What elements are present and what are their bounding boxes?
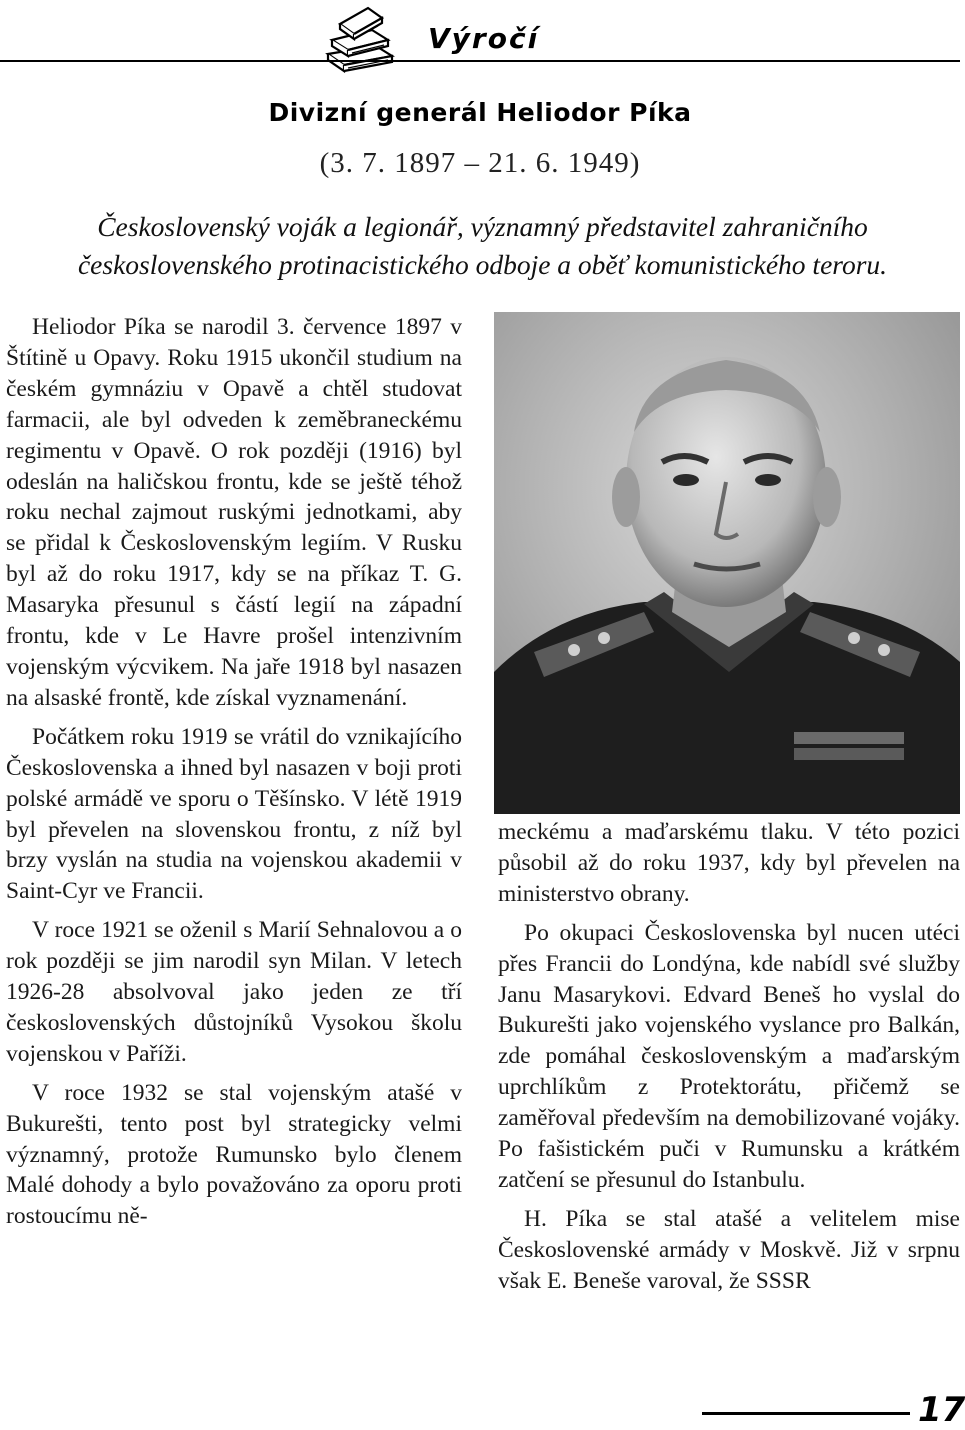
paragraph: meckému a maďarskému tlaku. V této pozici působil až do roku 1937, kdy byl převelen na ministerstvo obrany. — [498, 819, 960, 907]
books-icon — [318, 2, 402, 74]
paragraph: Počátkem roku 1919 se vrátil do vznikajícího Československa a ihned byl nasazen v boji proti polské armádě ve sporu o Těšínsko. V létě 1919 byl převelen na slovenskou frontu, z níž byl brzy vyslán na studia na vojenskou akademii v Saint-Cyr ve Francii. — [6, 723, 462, 905]
paragraph: Heliodor Píka se narodil 3. července 1897 v Štítině u Opavy. Roku 1915 ukončil studium na českém gymnáziu v Opavě a chtěl studovat farmacii, ale byl odveden k zeměbraneckému regimentu v Opavě. O rok později (1916) byl odeslán na haličskou frontu, kde se ještě téhož roku nechal zajmout ruskými jednotkami, aby se přidal k Československým legiím. V Rusku byl až do roku 1917, kdy se na příkaz T. G. Masaryka přesunul s částí legií na západní frontu, kde v Le Havre prošel intenzivním vojenským výcvikem. Na jaře 1918 byl nasazen na alsaské frontě, kde získal vyznamenání. — [6, 314, 462, 711]
article-title: Divizní generál Heliodor Píka — [268, 98, 692, 127]
paragraph: H. Píka se stal atašé a velitelem mise Československé armády v Moskvě. Již v srpnu však E. Beneše varoval, že SSSR — [498, 1205, 960, 1294]
paragraph: V roce 1921 se oženil s Marií Sehnalovou a o rok později se jim narodil syn Milan. V letech 1926-28 absolvoval jako jeden ze tří československých důstojníků Vysokou školu vojenskou v Paříži. — [6, 917, 462, 1067]
section-label: Výročí — [428, 22, 540, 55]
right-column — [498, 817, 960, 1305]
article-lead: Československý voják a legionář, významný představitel zahraničního československého protinacistického odboje a oběť komunistického teroru. — [77, 211, 888, 280]
page-header — [0, 0, 960, 90]
page-number: 17 — [918, 1390, 965, 1430]
footer-rule — [702, 1412, 910, 1415]
left-column — [6, 312, 462, 1240]
paragraph: V roce 1932 se stal vojenským atašé v Bukurešti, tento post byl strategicky velmi významný, protože Rumunsko bylo členem Malé dohody a bylo považováno za oporu proti rostoucímu ně- — [6, 1079, 462, 1230]
paragraph: Po okupaci Československa byl nucen utéci přes Francii do Londýna, kde nabídl své služby Janu Masarykovi. Edvard Beneš ho vyslal do Bukurešti jako vojenského vyslance pro Balkán, zde pomáhal československým a maďarským uprchlíkům z Protektorátu, přičemž se zaměřoval především na demobilizované vojáky. Po fašistickém puči v Rumunsku a krátkém zatčení se přesunul do Istanbulu. — [498, 919, 960, 1193]
article-dates: (3. 7. 1897 – 21. 6. 1949) — [319, 147, 641, 179]
header-rule — [0, 60, 960, 62]
portrait-photo — [494, 312, 960, 814]
